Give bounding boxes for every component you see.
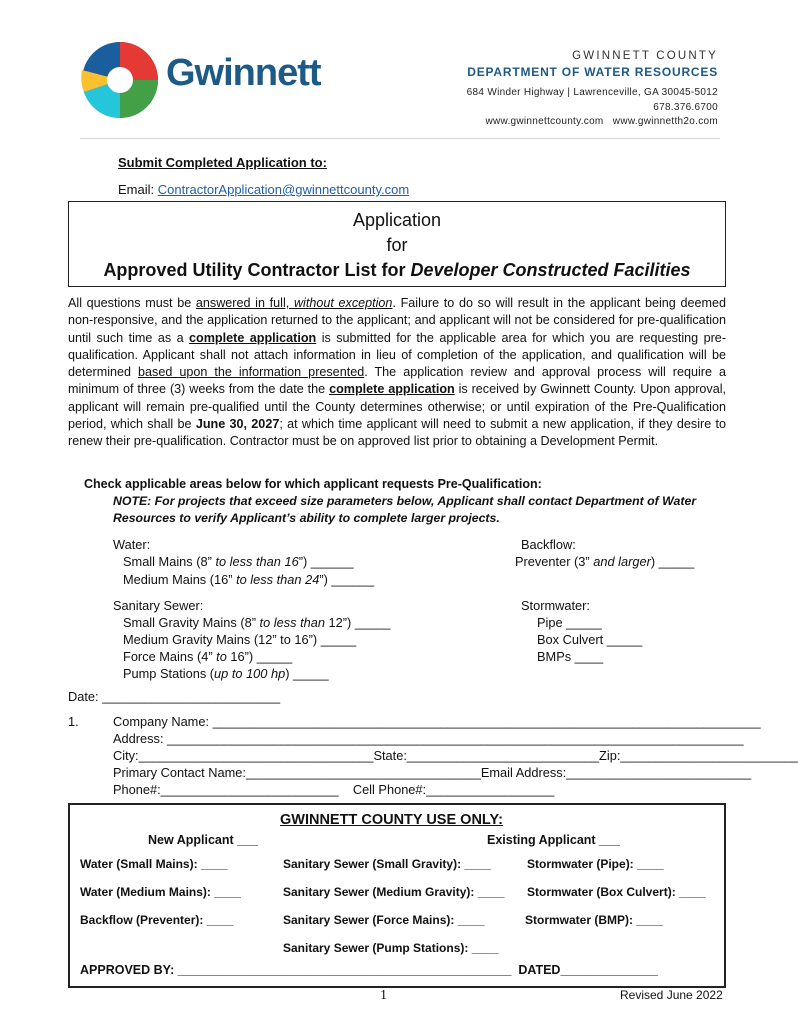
para-text: . The application review and approval process will require a minimum of three (3) weeks from the date the (68, 365, 726, 397)
email-prefix: Email: (118, 182, 158, 197)
para-text: is received by Gwinnett County. Upon approval, applicant will remain pre-qualified until the County determines otherwise; or until expiration of the Pre-Qualification period, which shall be (68, 382, 726, 432)
county-name: GWINNETT COUNTY (572, 50, 718, 62)
sewer-small-text: Small Gravity Mains (8” (123, 615, 260, 630)
para-bold-date: June 30, 2027 (195, 417, 280, 432)
submit-email-row (118, 182, 409, 197)
address-field[interactable]: Address: _________________________________________________________________________________ (113, 731, 744, 746)
check-areas-note: NOTE: For projects that exceed size parameters below, Applicant shall contact Department of Water Resources to verify Applicant’s ability to complete larger projects. (113, 494, 697, 525)
title-line-1: Application (352, 210, 442, 230)
sewer-pump-stations[interactable] (123, 665, 329, 682)
para-underline: answered in full, (195, 296, 294, 310)
department-websites: www.gwinnettcounty.com www.gwinnetth2o.com (485, 116, 718, 127)
email-link[interactable]: ContractorApplication@gwinnettcounty.com (157, 182, 410, 197)
sewer-medium-gravity[interactable]: Medium Gravity Mains (12” to 16”) _____ (123, 632, 357, 647)
sewer-force-text: Force Mains (4” (123, 649, 217, 664)
stormwater-pipe[interactable]: Pipe _____ (537, 615, 602, 630)
title-italic: Developer Constructed Facilities (410, 260, 691, 280)
title-line-2: for (386, 235, 408, 255)
title-box (68, 201, 726, 287)
water-med-blank: ”) ______ (319, 572, 375, 587)
stormwater-bmps[interactable]: BMPs ____ (537, 649, 604, 664)
new-applicant[interactable]: New Applicant ___ (148, 833, 258, 847)
cu-water-small[interactable]: Water (Small Mains): ____ (80, 857, 228, 871)
sewer-title: Sanitary Sewer: (113, 598, 204, 613)
water-med-italic: to less than 24 (236, 572, 320, 587)
item-number: 1. (68, 714, 79, 729)
department-address: 684 Winder Highway | Lawrenceville, GA 30045-5012 (466, 87, 718, 98)
cu-water-medium[interactable]: Water (Medium Mains): ____ (80, 885, 241, 899)
cu-sewer-force[interactable]: Sanitary Sewer (Force Mains): ____ (283, 913, 485, 927)
cu-sewer-pump[interactable]: Sanitary Sewer (Pump Stations): ____ (283, 941, 499, 955)
approved-by-field[interactable]: APPROVED BY: ________________________________________________ DATED______________ (80, 963, 658, 977)
stormwater-title: Stormwater: (521, 598, 590, 613)
para-underline: based upon the information presented (138, 365, 365, 380)
cu-sewer-small[interactable]: Sanitary Sewer (Small Gravity): ____ (283, 857, 492, 871)
cu-storm-pipe[interactable]: Stormwater (Pipe): ____ (527, 857, 664, 871)
sewer-force-blank: 16”) _____ (226, 649, 293, 664)
para-bold-underline: complete application (329, 382, 455, 397)
revised-date: Revised June 2022 (620, 988, 723, 1002)
water-small-italic: to less than 16 (215, 554, 299, 569)
backflow-title: Backflow: (521, 537, 576, 552)
sewer-pump-blank: ) _____ (285, 666, 329, 681)
backflow-preventer[interactable] (515, 553, 694, 570)
sewer-small-gravity[interactable] (123, 614, 390, 631)
city-state-zip-field[interactable]: City:_________________________________State:___________________________Zip:_________________________ (113, 748, 798, 763)
water-med-text: Medium Mains (16” (123, 572, 237, 587)
submit-label: Submit Completed Application to: (118, 155, 327, 170)
backflow-italic: and larger (593, 554, 651, 569)
sewer-pump-text: Pump Stations ( (123, 666, 215, 681)
county-use-colon: : (498, 812, 503, 828)
header-divider (80, 138, 720, 139)
page-number: 1 (380, 988, 387, 1003)
sewer-pump-italic: up to 100 hp (214, 666, 286, 681)
water-small-mains[interactable] (123, 553, 353, 570)
check-areas-label: Check applicable areas below for which applicant requests Pre-Qualification: (84, 477, 542, 491)
sewer-title-text: Sanitary Sewer (113, 598, 200, 613)
para-text: All questions must be (68, 296, 196, 310)
cu-storm-bmp[interactable]: Stormwater (BMP): ____ (525, 913, 664, 927)
title-line-3 (69, 260, 725, 281)
logo-wordmark: Gwinnett (166, 52, 321, 94)
department-name: DEPARTMENT OF WATER RESOURCES (467, 65, 718, 79)
para-text: ; at which time applicant will need to submit a new application, if they desire to renew their pre-qualification. Contractor must be on approved list prior to obtaining a Development Permit. (68, 417, 727, 449)
cu-backflow[interactable]: Backflow (Preventer): ____ (80, 913, 234, 927)
para-text: . Failure to do so will result in the applicant being deemed non-responsive, and the application returned to the applicant; and applicant will not be considered for pre-qualification until such time as a (68, 296, 726, 345)
cu-storm-box[interactable]: Stormwater (Box Culvert): ____ (527, 885, 706, 899)
backflow-text: Preventer (3” (515, 554, 594, 569)
sewer-small-blank: 12”) _____ (324, 615, 391, 630)
sewer-force-mains[interactable] (123, 648, 292, 665)
para-underline-italic: without exception (293, 296, 393, 310)
gwinnett-logo-icon (80, 40, 160, 120)
sewer-force-italic: to (216, 649, 227, 664)
water-title-text: Water (113, 537, 147, 552)
existing-applicant[interactable]: Existing Applicant ___ (487, 833, 620, 847)
date-field[interactable]: Date: _________________________ (68, 689, 281, 704)
county-use-title (280, 812, 503, 828)
cu-sewer-medium[interactable]: Sanitary Sewer (Medium Gravity): ____ (283, 885, 505, 899)
sewer-small-italic: to less than (259, 615, 325, 630)
water-small-blank: ”) ______ (298, 554, 354, 569)
county-use-title-text: GWINNETT COUNTY USE ONLY (280, 812, 499, 828)
phone-field[interactable]: Phone#:_________________________ Cell Phone#:__________________ (113, 782, 555, 797)
water-medium-mains[interactable] (123, 571, 374, 588)
backflow-blank: ) _____ (650, 554, 695, 569)
contact-email-field[interactable]: Primary Contact Name:_________________________________Email Address:__________________________ (113, 765, 752, 780)
department-phone: 678.376.6700 (653, 102, 718, 113)
company-name-field[interactable]: Company Name: _____________________________________________________________________________ (113, 714, 761, 729)
para-bold-underline: complete application (189, 330, 317, 345)
stormwater-box-culvert[interactable]: Box Culvert _____ (537, 632, 643, 647)
water-title: Water: (113, 537, 151, 552)
title-main: Approved Utility Contractor List for (103, 260, 411, 280)
storm-title-text: Stormwater (521, 598, 587, 613)
para-text: is submitted for the applicable area for which you are requesting pre-qualification. Applicant shall not attach information in lieu of completion of the application, and qualification will be determined (68, 330, 727, 380)
water-small-text: Small Mains (8” (123, 554, 216, 569)
instructions-paragraph (68, 295, 726, 451)
